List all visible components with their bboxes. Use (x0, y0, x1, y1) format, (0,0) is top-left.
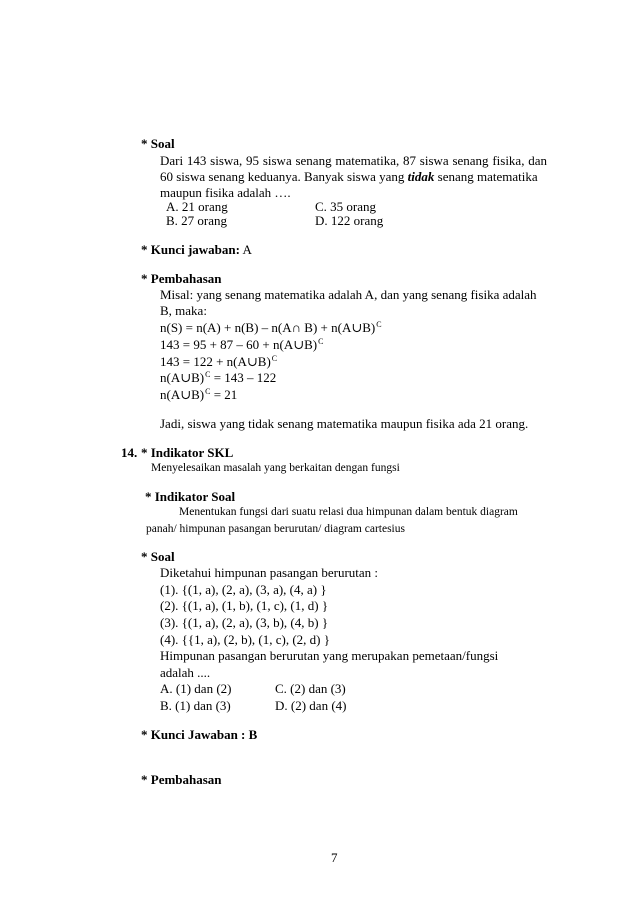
equation-3 (160, 354, 277, 369)
pembahasan-line-1: Misal: yang senang matematika adalah A, dan yang senang fisika adalah (160, 287, 537, 302)
indikator-soal-header: * Indikator Soal (145, 489, 236, 504)
equation-5-text: n(A∪B) (160, 387, 205, 402)
indikator-skl-header: * Indikator SKL (141, 445, 234, 460)
option-14-c: C. (2) dan (3) (275, 681, 346, 696)
indikator-soal-line-1: Menentukan fungsi dari suatu relasi dua himpunan dalam bentuk diagram (179, 506, 518, 518)
option-a: A. 21 orang (166, 199, 228, 214)
pembahasan-header-14: * Pembahasan (141, 772, 222, 787)
equation-1-text: n(S) = n(A) + n(B) – n(A∩ B) + n(A∪B) (160, 320, 376, 335)
soal-header-14: * Soal (141, 549, 175, 564)
set-item: (1). {(1, a), (2, a), (3, a), (4, a) } (160, 582, 327, 597)
item-number: 14. (121, 445, 138, 460)
complement-sup: C (205, 387, 211, 396)
complement-sup: C (318, 337, 324, 346)
answer-key (141, 242, 252, 257)
indikator-skl-text: Menyelesaikan masalah yang berkaitan dengan fungsi (151, 462, 400, 474)
page-number: 7 (331, 850, 338, 865)
question-14-line-1: Himpunan pasangan berurutan yang merupakan pemetaan/fungsi (160, 648, 499, 663)
pembahasan-line-2: B, maka: (160, 303, 207, 318)
answer-key-value: A (239, 242, 252, 257)
answer-key-14: * Kunci Jawaban : B (141, 727, 258, 742)
option-14-a: A. (1) dan (2) (160, 681, 232, 696)
set-item: (4). {{1, a), (2, b), (1, c), (2, d) } (160, 632, 330, 647)
question-line-2-tail: senang matematika (434, 169, 538, 184)
complement-sup: C (271, 354, 278, 363)
complement-sup: C (205, 370, 211, 379)
indikator-soal-line-2: panah/ himpunan pasangan berurutan/ diagram cartesius (146, 523, 405, 535)
soal-header: * Soal (141, 136, 175, 151)
question-line-1: Dari 143 siswa, 95 siswa senang matematika, 87 siswa senang fisika, dan (160, 153, 547, 168)
option-14-d: D. (2) dan (4) (275, 698, 347, 713)
option-b: B. 27 orang (166, 213, 228, 228)
equation-5 (160, 387, 237, 402)
option-14-b: B. (1) dan (3) (160, 698, 231, 713)
pembahasan-header: * Pembahasan (141, 271, 222, 286)
equation-5-rhs: = 21 (210, 387, 238, 402)
answer-key-label: * Kunci jawaban: (141, 242, 240, 257)
question-line-2 (160, 169, 538, 184)
soal-intro: Diketahui himpunan pasangan berurutan : (160, 565, 379, 580)
equation-4-rhs: = 143 – 122 (210, 370, 277, 385)
set-item: (2). {(1, a), (1, b), (1, c), (1, d) } (160, 598, 329, 613)
option-d: D. 122 orang (315, 213, 384, 228)
question-line-3: maupun fisika adalah …. (160, 185, 291, 200)
equation-2-text: 143 = 95 + 87 – 60 + n(A∪B) (160, 337, 318, 352)
question-14-line-2: adalah .... (160, 665, 211, 680)
conclusion: Jadi, siswa yang tidak senang matematika maupun fisika ada 21 orang. (160, 416, 529, 431)
set-item: (3). {(1, a), (2, a), (3, b), (4, b) } (160, 615, 329, 630)
equation-4 (160, 370, 276, 385)
equation-2 (160, 337, 323, 352)
option-c: C. 35 orang (315, 199, 377, 214)
emphasis-tidak: tidak (407, 169, 435, 184)
equation-1 (160, 320, 382, 335)
equation-3-text: 143 = 122 + n(A∪B) (160, 354, 271, 369)
complement-sup: C (376, 320, 382, 329)
question-line-2-text: 60 siswa senang keduanya. Banyak siswa yang (160, 169, 408, 184)
equation-4-text: n(A∪B) (160, 370, 205, 385)
